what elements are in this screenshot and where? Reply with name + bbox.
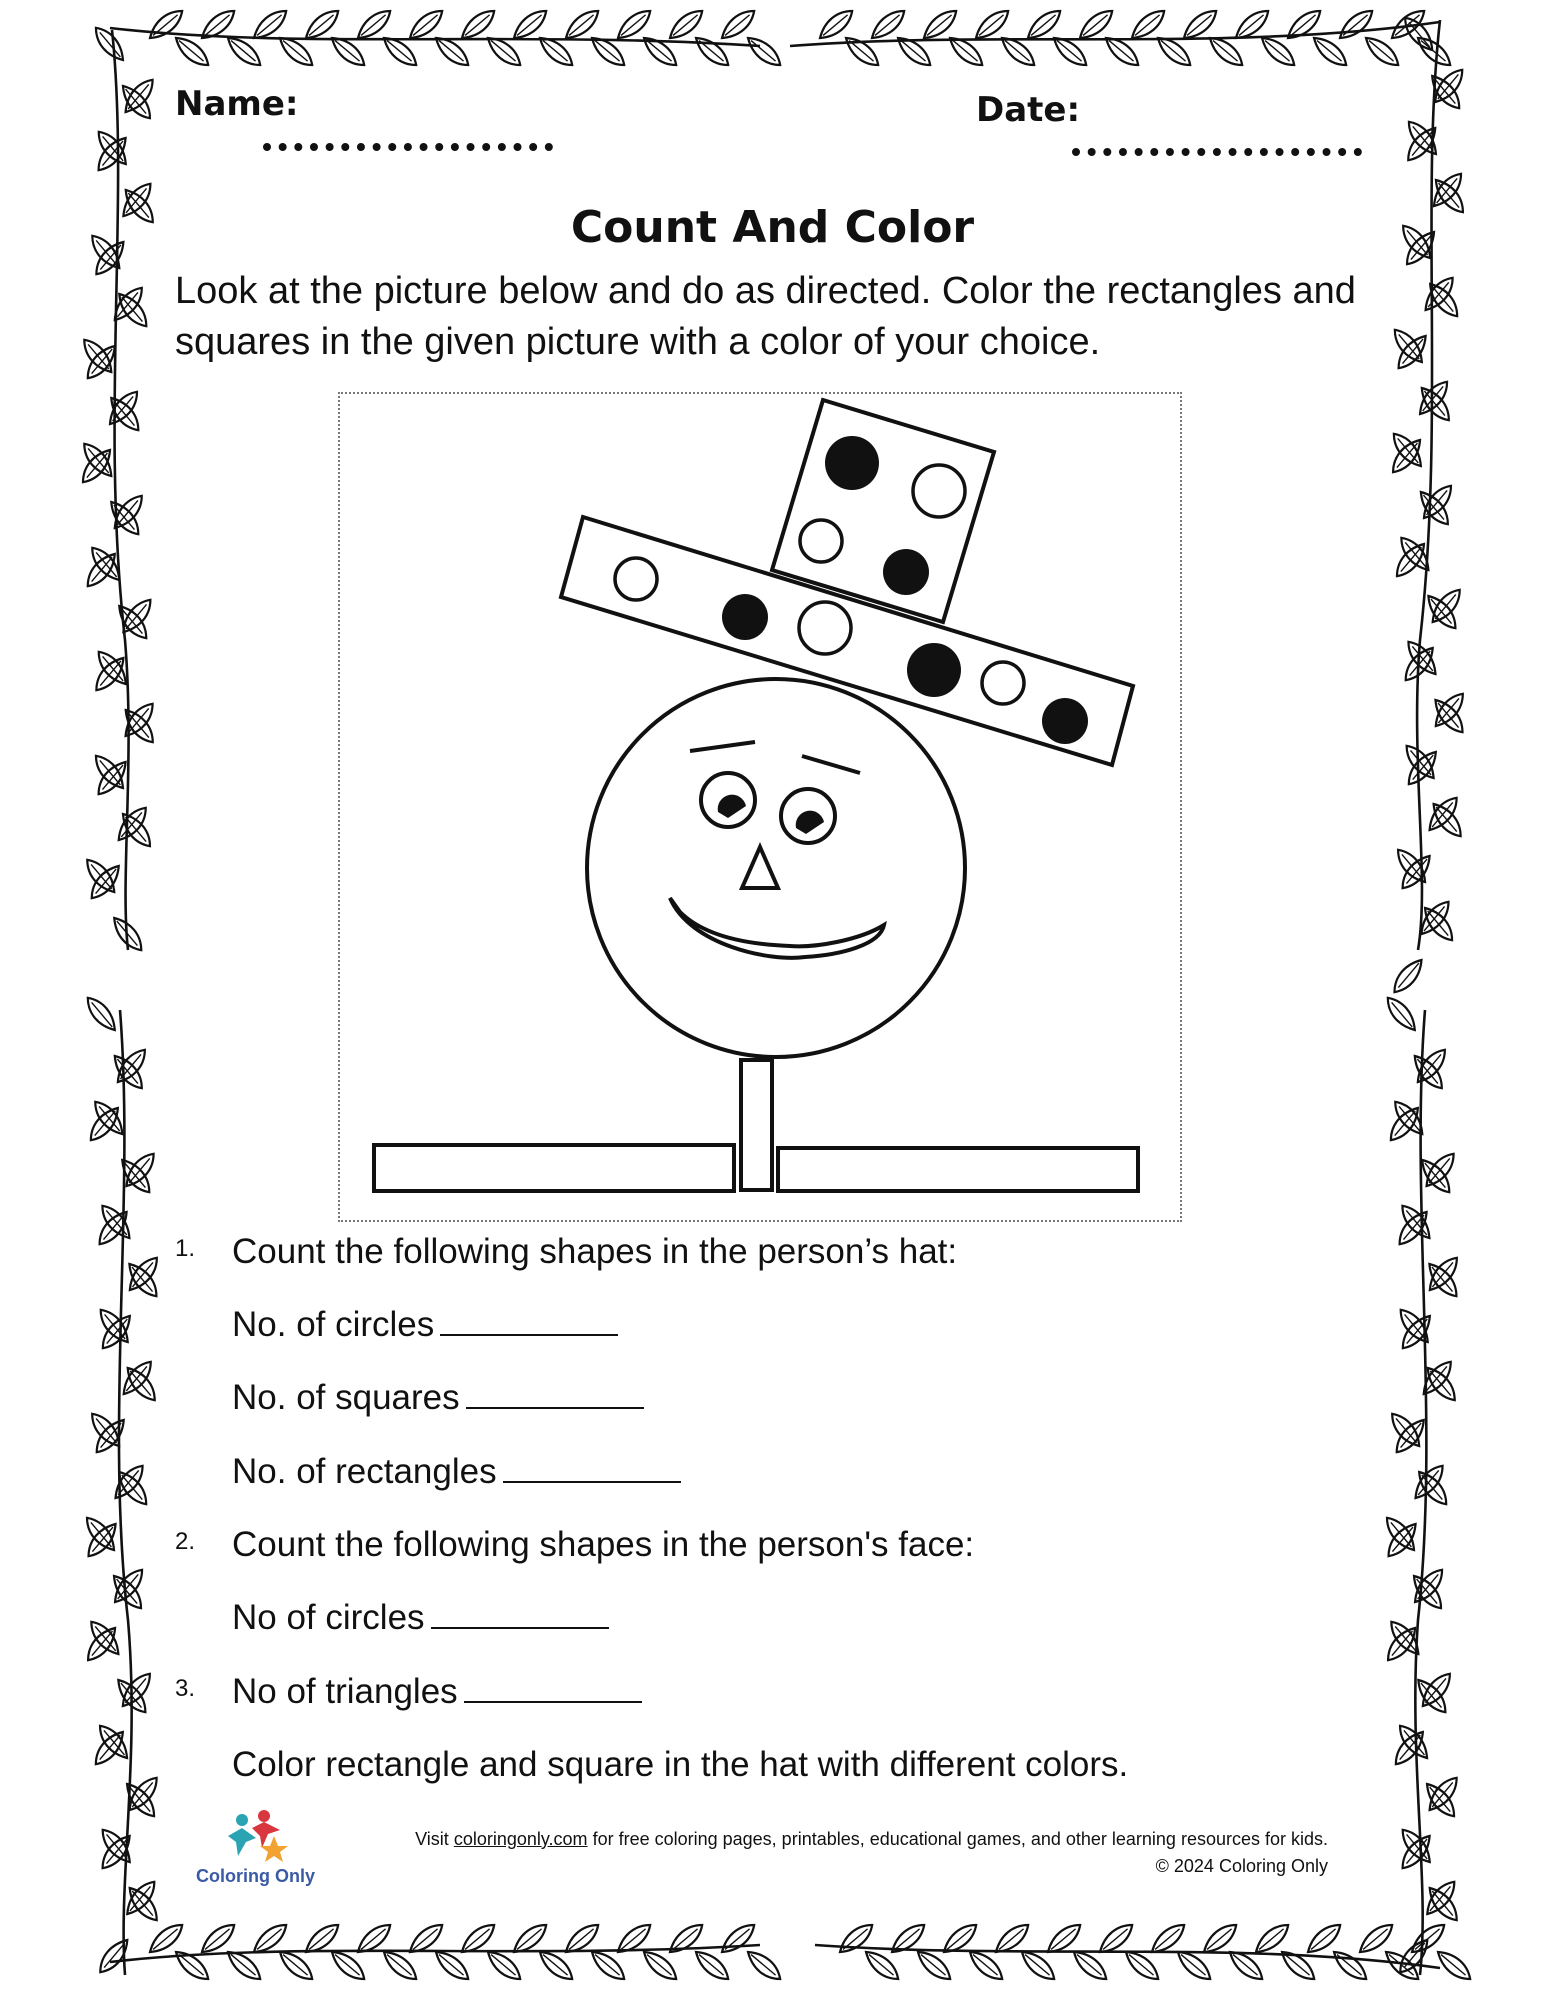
left-arm-rectangle xyxy=(374,1145,734,1191)
q1-rectangles-row xyxy=(232,1450,681,1494)
brim-dot-open xyxy=(982,662,1024,704)
right-arm-rectangle xyxy=(778,1148,1138,1191)
brim-dot-filled xyxy=(722,594,768,640)
question-1-number: 1. xyxy=(175,1235,196,1262)
brim-dot-filled xyxy=(1042,698,1088,744)
footer-visit-rest: for free coloring pages, printables, educational games, and other learning resources for kids. xyxy=(592,1829,1328,1849)
hat-square-dot-open xyxy=(913,465,965,517)
q1-squares-answer-blank[interactable] xyxy=(466,1379,644,1409)
coloring-only-logo-icon xyxy=(218,1808,298,1863)
q3-triangles-row xyxy=(232,1670,642,1714)
footer-copyright: © 2024 Coloring Only xyxy=(1155,1856,1328,1876)
final-instruction: Color rectangle and square in the hat with different colors. xyxy=(232,1745,1129,1784)
q1-rectangles-label: No. of rectangles xyxy=(232,1452,497,1491)
footer-visit-word: Visit xyxy=(415,1829,449,1849)
neck-rectangle xyxy=(741,1060,772,1190)
q1-squares-label: No. of squares xyxy=(232,1378,460,1417)
brim-dot-filled xyxy=(907,643,961,697)
q1-circles-answer-blank[interactable] xyxy=(440,1306,618,1336)
instructions-text: Look at the picture below and do as directed. Color the rectangles and squares in the given picture with a color of your choice. xyxy=(175,270,1356,363)
coloringonly-link[interactable]: coloringonly.com xyxy=(453,1829,588,1849)
q2-circles-row xyxy=(232,1596,609,1640)
question-2-text: Count the following shapes in the person's face: xyxy=(232,1525,975,1564)
footer-visit-line xyxy=(415,1829,1328,1850)
q3-triangles-label: No of triangles xyxy=(232,1672,458,1711)
hat-square-dot-filled xyxy=(825,436,879,490)
q1-circles-label: No. of circles xyxy=(232,1305,435,1344)
question-1-text: Count the following shapes in the person’s hat: xyxy=(232,1232,958,1271)
q3-triangles-answer-blank[interactable] xyxy=(464,1673,642,1703)
q1-squares-row xyxy=(232,1376,644,1420)
question-3-number: 3. xyxy=(175,1675,196,1702)
hat-square-dot-open xyxy=(800,520,842,562)
hat-square-dot-filled xyxy=(883,549,929,595)
q1-rectangles-answer-blank[interactable] xyxy=(503,1453,681,1483)
q2-circles-answer-blank[interactable] xyxy=(431,1599,609,1629)
logo-text: Coloring Only xyxy=(196,1866,315,1886)
name-label: Name: xyxy=(175,84,299,124)
page-title: Count And Color xyxy=(570,202,975,253)
head-circle xyxy=(587,679,965,1057)
q1-circles-row xyxy=(232,1303,618,1347)
date-label: Date: xyxy=(976,90,1081,130)
question-2-number: 2. xyxy=(175,1528,196,1555)
brim-dot-open xyxy=(615,558,657,600)
brim-dot-open xyxy=(799,602,851,654)
q2-circles-label: No of circles xyxy=(232,1598,425,1637)
